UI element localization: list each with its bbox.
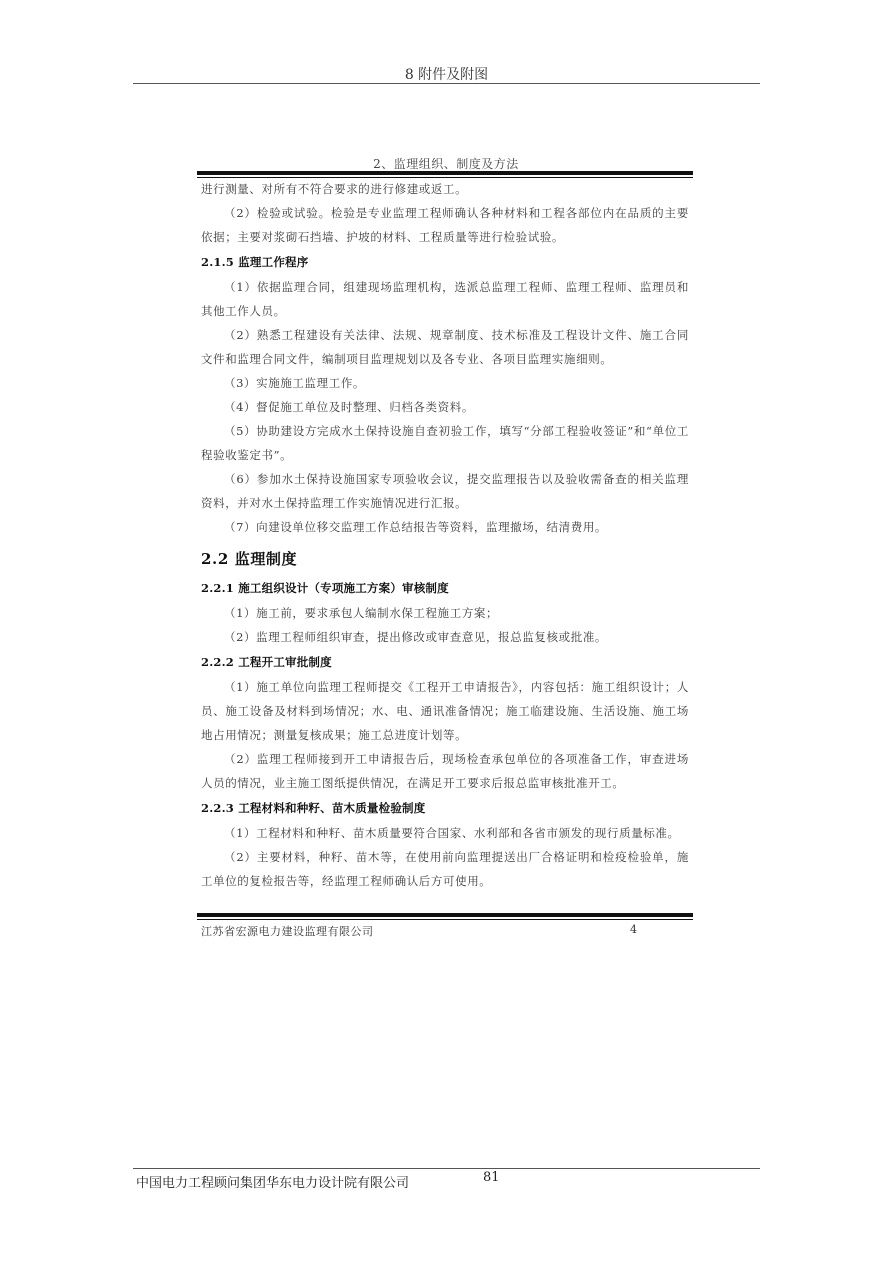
body-paragraph: （7）向建设单位移交监理工作总结报告等资料，监理撤场，结清费用。 <box>224 520 608 534</box>
body-paragraph: （2）主要材料，种籽、苗木等，在使用前向监理提送出厂合格证明和检疫检验单，施工单位的复检报告等，经监理工程师确认后方可使用。 <box>201 850 689 888</box>
body-paragraph: （1）依据监理合同，组建现场监理机构，选派总监理工程师、监理工程师、监理员和其他工作人员。 <box>201 280 689 318</box>
body-paragraph: （6）参加水土保持设施国家专项验收会议，提交监理报告以及验收需备查的相关监理资料，并对水土保持监理工作实施情况进行汇报。 <box>201 472 689 510</box>
scanned-footer-company: 江苏省宏源电力建设监理有限公司 <box>201 925 374 938</box>
scanned-footer-page-number: 4 <box>630 923 637 936</box>
body-paragraph: 进行测量、对所有不符合要求的进行修建或返工。 <box>201 182 468 196</box>
body-paragraph: （1）施工单位向监理工程师提交《工程开工申请报告》，内容包括：施工组织设计；人员、施工设备及材料到场情况；水、电、通讯准备情况；施工临建设施、生活设施、施工场地占用情况；测量复核成果；施工总进度计划等。 <box>201 680 689 742</box>
body-paragraph: （2）熟悉工程建设有关法律、法规、规章制度、技术标准及工程设计文件、施工合同文件和监理合同文件，编制项目监理规划以及各专业、各项目监理实施细则。 <box>201 328 689 366</box>
section-heading: 2.2 监理制度 <box>201 550 298 568</box>
body-paragraph: （1）施工前，要求承包人编制水保工程施工方案； <box>224 606 499 620</box>
body-paragraph: （1）工程材料和种籽、苗木质量要符合国家、水利部和各省市颁发的现行质量标准。 <box>224 826 680 840</box>
subsection-heading: 2.2.1 施工组织设计（专项施工方案）审核制度 <box>201 581 449 595</box>
scanned-footer-rule-thick <box>197 913 693 917</box>
header-divider <box>133 83 760 84</box>
subsection-heading: 2.2.3 工程材料和种籽、苗木质量检验制度 <box>201 801 426 815</box>
footer-divider <box>133 1168 760 1169</box>
document-footer-page-number: 81 <box>483 1170 500 1185</box>
scanned-footer-rule-thin <box>197 919 693 920</box>
body-paragraph: （2）监理工程师组织审查，提出修改或审查意见，报总监复核或批准。 <box>224 630 608 644</box>
scanned-header-rule-thick <box>197 171 693 175</box>
document-footer-company: 中国电力工程顾问集团华东电力设计院有限公司 <box>136 1176 410 1191</box>
body-paragraph: （2）检验或试验。检验是专业监理工程师确认各种材料和工程各部位内在品质的主要依据；主要对浆砌石挡墙、护坡的材料、工程质量等进行检验试验。 <box>201 206 689 244</box>
body-paragraph: （2）监理工程师接到开工申请报告后，现场检查承包单位的各项准备工作，审查进场人员的情况，业主施工图纸提供情况，在满足开工要求后报总监审核批准开工。 <box>201 752 689 790</box>
body-paragraph: （4）督促施工单位及时整理、归档各类资料。 <box>224 400 474 414</box>
scanned-page-header: 2、监理组织、制度及方法 <box>373 157 519 171</box>
scanned-page-body <box>201 177 689 893</box>
subsection-heading: 2.1.5 监理工作程序 <box>201 255 309 269</box>
subsection-heading: 2.2.2 工程开工审批制度 <box>201 655 332 669</box>
document-header-title: 8 附件及附图 <box>404 67 489 83</box>
body-paragraph: （3）实施施工监理工作。 <box>224 376 366 390</box>
body-paragraph: （5）协助建设方完成水土保持设施自查初验工作，填写“分部工程验收签证”和“单位工程验收鉴定书”。 <box>201 424 689 462</box>
